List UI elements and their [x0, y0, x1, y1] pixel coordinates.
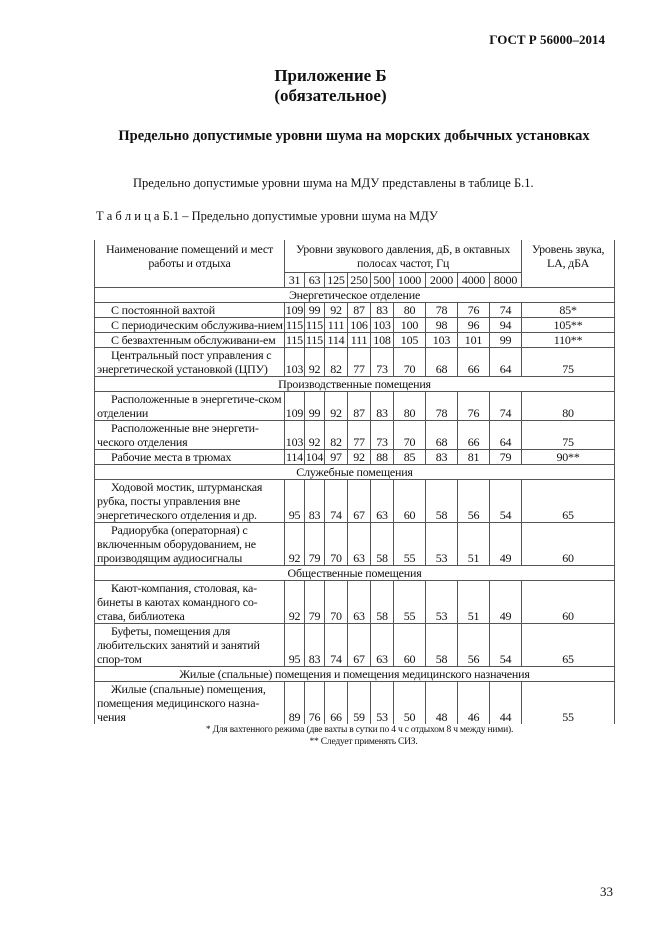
section-row	[95, 566, 615, 581]
value-cell: 50	[394, 682, 426, 725]
sound-level-cell: 80	[522, 392, 615, 421]
value-cell: 82	[325, 348, 348, 377]
value-cell: 115	[286, 318, 303, 332]
value-cell: 108	[371, 333, 394, 348]
sound-level-cell: 65	[522, 480, 615, 523]
section-row	[95, 667, 615, 682]
frequency-header-cell: 8000	[490, 273, 522, 288]
value-cell: 92	[305, 348, 325, 377]
sound-level-cell: 55	[522, 682, 615, 725]
table-header-row	[95, 240, 615, 273]
value-cell: 78	[426, 303, 458, 318]
value-cell: 111	[348, 333, 371, 348]
value-cell: 49	[490, 581, 522, 624]
value-cell: 58	[426, 624, 458, 667]
value-cell: 92	[348, 450, 371, 465]
value-cell: 115	[306, 318, 323, 332]
value-cell: 83	[371, 392, 394, 421]
section-row	[95, 465, 615, 480]
value-cell: 111	[325, 318, 348, 333]
value-cell: 54	[490, 624, 522, 667]
room-name-cell: Кают-компания, столовая, ка-бинеты в каютах командного со-става, библиотека	[95, 581, 285, 624]
sound-level-cell: 75	[522, 348, 615, 377]
room-name-cell: Буфеты, помещения для любительских занятий и занятий спор-том	[95, 624, 285, 667]
value-cell: 55	[394, 581, 426, 624]
table-row	[95, 348, 615, 377]
room-name-cell: Жилые (спальные) помещения, помещения медицинского назна-чения	[95, 682, 285, 725]
table-row	[95, 523, 615, 566]
value-cell: 64	[490, 348, 522, 377]
section-title: Энергетическое отделение	[95, 288, 615, 303]
value-cell: 96	[458, 318, 490, 333]
sound-level-cell: 105**	[522, 318, 615, 333]
value-cell: 70	[325, 523, 348, 566]
section-row	[95, 288, 615, 303]
table-row	[95, 421, 615, 450]
room-name-cell: Расположенные в энергетиче-ском отделении	[95, 392, 285, 421]
value-cell: 81	[458, 450, 490, 465]
room-name-cell: С периодическим обслужива-нием	[95, 318, 285, 333]
value-cell: 79	[305, 581, 325, 624]
value-cell: 87	[348, 392, 371, 421]
value-cell: 63	[371, 624, 394, 667]
value-cell: 74	[490, 392, 522, 421]
sound-level-cell: 60	[522, 523, 615, 566]
table-row	[95, 624, 615, 667]
value-cell: 95	[285, 624, 305, 667]
value-cell: 87	[348, 303, 371, 318]
intro-paragraph: Предельно допустимые уровни шума на МДУ представлены в таблице Б.1.	[133, 176, 534, 190]
value-cell: 63	[348, 581, 371, 624]
value-cell: 64	[490, 421, 522, 450]
value-cell: 80	[394, 392, 426, 421]
value-cell: 68	[426, 348, 458, 377]
table-caption: Т а б л и ц а Б.1 – Предельно допустимые уровни шума на МДУ	[96, 209, 438, 223]
sound-level-cell: 90**	[522, 450, 615, 465]
column-header-pressure: Уровни звукового давления, дБ, в октавных полосах частот, Гц	[285, 240, 522, 273]
room-name-cell: С постоянной вахтой	[95, 303, 285, 318]
table-note: ** Следует применять СИЗ.	[309, 737, 418, 747]
value-cell: 83	[426, 450, 458, 465]
room-name-cell: Рабочие места в трюмах	[95, 450, 285, 465]
room-name-cell: С безвахтенным обслуживани-ем	[95, 333, 285, 348]
sound-level-cell: 110**	[522, 333, 615, 348]
value-cell: 99	[490, 333, 522, 348]
value-cell: 104	[305, 450, 324, 464]
section-heading: Предельно допустимые уровни шума на морских добычных установках	[118, 128, 590, 144]
frequency-header-cell: 125	[325, 273, 348, 288]
value-cell: 68	[426, 421, 458, 450]
value-cell: 80	[394, 303, 426, 318]
table-row	[95, 480, 615, 523]
table-note-row	[95, 724, 615, 736]
value-cell: 92	[325, 392, 348, 421]
value-cell: 105	[394, 333, 426, 348]
frequency-header-cell: 2000	[426, 273, 458, 288]
value-cell: 55	[394, 523, 426, 566]
value-cell: 44	[490, 682, 522, 725]
value-cell: 70	[394, 348, 426, 377]
value-cell: 114	[286, 450, 303, 464]
value-cell: 54	[490, 480, 522, 523]
frequency-header-cell: 63	[305, 273, 325, 288]
value-cell: 70	[394, 421, 426, 450]
value-cell: 76	[458, 392, 490, 421]
value-cell: 115	[306, 333, 323, 347]
value-cell: 92	[285, 523, 305, 566]
value-cell: 74	[325, 480, 348, 523]
sound-level-cell: 85*	[522, 303, 615, 318]
frequency-header-cell: 250	[348, 273, 371, 288]
table-row	[95, 392, 615, 421]
value-cell: 53	[426, 523, 458, 566]
value-cell: 79	[490, 450, 522, 465]
value-cell: 53	[426, 581, 458, 624]
value-cell: 58	[426, 480, 458, 523]
room-name-cell: Ходовой мостик, штурманская рубка, посты управления вне энергетического отделения и др.	[95, 480, 285, 523]
value-cell: 92	[285, 581, 305, 624]
value-cell: 77	[348, 348, 371, 377]
value-cell: 85	[394, 450, 426, 465]
section-row	[95, 377, 615, 392]
table-row	[95, 450, 615, 465]
value-cell: 70	[325, 581, 348, 624]
value-cell: 73	[371, 348, 394, 377]
value-cell: 100	[394, 318, 426, 333]
value-cell: 95	[285, 480, 305, 523]
value-cell: 74	[490, 303, 522, 318]
room-name-cell: Радиорубка (операторная) с включенным оборудованием, не производящим аудиосигналы	[95, 523, 285, 566]
value-cell: 56	[458, 480, 490, 523]
value-cell: 89	[285, 682, 305, 725]
value-cell: 103	[285, 348, 305, 377]
value-cell: 53	[371, 682, 394, 725]
value-cell: 76	[458, 303, 490, 318]
value-cell: 79	[305, 523, 325, 566]
section-title: Служебные помещения	[95, 465, 615, 480]
value-cell: 51	[458, 523, 490, 566]
annex-title-block	[0, 66, 661, 106]
frequency-header-cell: 4000	[458, 273, 490, 288]
value-cell: 77	[348, 421, 371, 450]
value-cell: 115	[286, 333, 303, 347]
table-row	[95, 682, 615, 725]
value-cell: 99	[305, 303, 325, 318]
document-code: ГОСТ Р 56000–2014	[489, 32, 605, 47]
value-cell: 66	[458, 348, 490, 377]
value-cell: 83	[305, 480, 325, 523]
value-cell: 63	[348, 523, 371, 566]
annex-title: Приложение Б	[274, 66, 387, 85]
frequency-header-cell: 31	[285, 273, 305, 288]
value-cell: 103	[371, 318, 394, 333]
value-cell: 83	[371, 303, 394, 318]
table-note-row	[95, 736, 615, 748]
value-cell: 76	[305, 682, 325, 725]
value-cell: 51	[458, 581, 490, 624]
table-row	[95, 581, 615, 624]
value-cell: 58	[371, 581, 394, 624]
value-cell: 48	[426, 682, 458, 725]
value-cell: 67	[348, 480, 371, 523]
value-cell: 60	[394, 624, 426, 667]
value-cell: 106	[348, 318, 371, 333]
value-cell: 98	[426, 318, 458, 333]
value-cell: 94	[490, 318, 522, 333]
room-name-cell: Центральный пост управления с энергетической установкой (ЦПУ)	[95, 348, 285, 377]
section-title: Общественные помещения	[95, 566, 615, 581]
noise-limits-table	[94, 240, 615, 748]
value-cell: 46	[458, 682, 490, 725]
column-header-level: Уровень звука, LA, дБА	[522, 240, 615, 288]
value-cell: 83	[305, 624, 325, 667]
value-cell: 103	[426, 333, 458, 348]
annex-status: (обязательное)	[274, 86, 387, 105]
sound-level-cell: 75	[522, 421, 615, 450]
sound-level-cell: 65	[522, 624, 615, 667]
value-cell: 66	[458, 421, 490, 450]
value-cell: 109	[285, 303, 304, 317]
value-cell: 78	[426, 392, 458, 421]
value-cell: 74	[325, 624, 348, 667]
value-cell: 88	[371, 450, 394, 465]
section-title: Жилые (спальные) помещения и помещения медицинского назначения	[95, 667, 615, 682]
value-cell: 73	[371, 421, 394, 450]
column-header-name: Наименование помещений и мест работы и отдыха	[95, 240, 285, 288]
value-cell: 59	[348, 682, 371, 725]
sound-level-cell: 60	[522, 581, 615, 624]
room-name-cell: Расположенные вне энергети-ческого отделения	[95, 421, 285, 450]
value-cell: 63	[371, 480, 394, 523]
value-cell: 56	[458, 624, 490, 667]
value-cell: 109	[285, 392, 305, 421]
value-cell: 67	[348, 624, 371, 667]
value-cell: 101	[458, 333, 490, 348]
value-cell: 97	[325, 450, 348, 465]
value-cell: 58	[371, 523, 394, 566]
value-cell: 92	[305, 421, 325, 450]
value-cell: 49	[490, 523, 522, 566]
section-title: Производственные помещения	[95, 377, 615, 392]
page-number: 33	[600, 884, 613, 899]
value-cell: 66	[325, 682, 348, 725]
table-row	[95, 333, 615, 348]
value-cell: 82	[325, 421, 348, 450]
value-cell: 92	[325, 303, 348, 318]
frequency-header-cell: 500	[371, 273, 394, 288]
value-cell: 99	[305, 392, 325, 421]
table-row	[95, 318, 615, 333]
frequency-header-cell: 1000	[394, 273, 426, 288]
value-cell: 60	[394, 480, 426, 523]
value-cell: 114	[325, 333, 348, 348]
value-cell: 103	[285, 421, 305, 450]
table-note: * Для вахтенного режима (две вахты в сутки по 4 ч с отдыхом 8 ч между ними).	[205, 725, 514, 735]
table-row	[95, 303, 615, 318]
